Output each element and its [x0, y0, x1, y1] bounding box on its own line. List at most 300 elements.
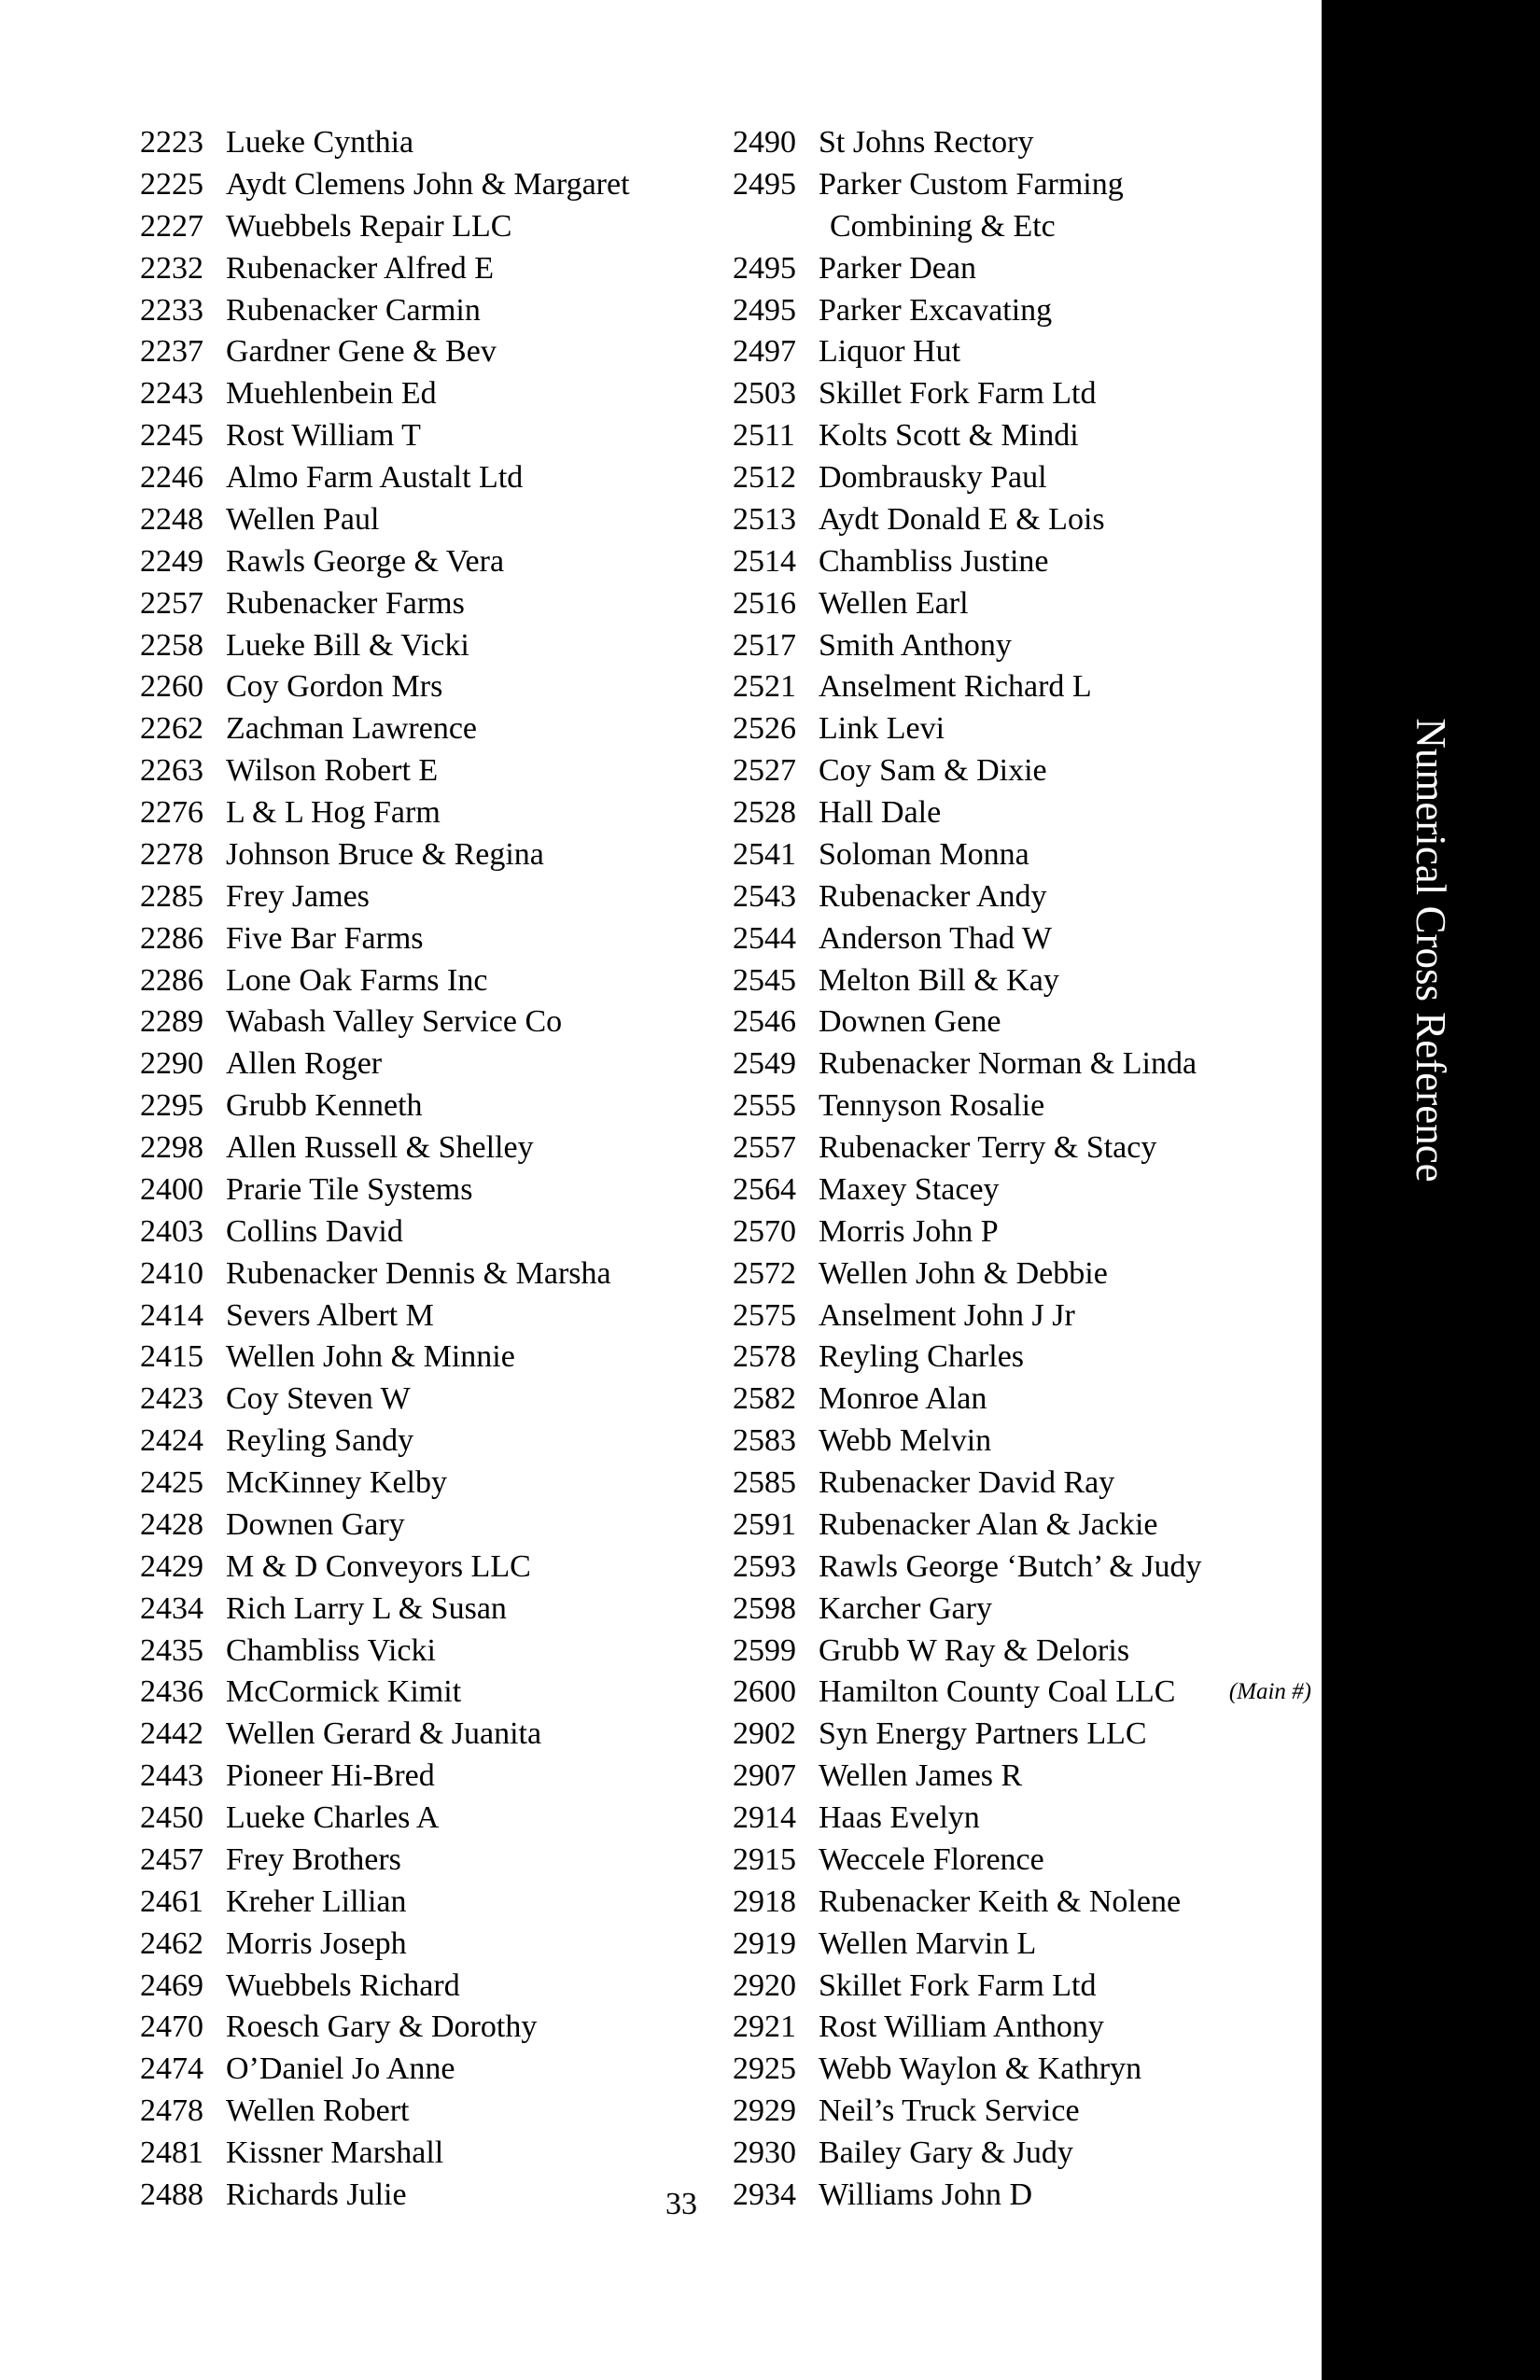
entry-number: 2481: [140, 2135, 203, 2170]
entry-number: 2907: [733, 1758, 796, 1794]
directory-entry: [140, 373, 663, 415]
entry-number: 2521: [733, 669, 796, 705]
directory-entry: [140, 1211, 663, 1253]
entry-name: Zachman Lawrence: [226, 711, 477, 747]
directory-entry: [140, 1714, 663, 1756]
directory-entry: [733, 960, 1311, 1002]
directory-entry: [733, 1756, 1311, 1798]
directory-entry: [140, 1589, 663, 1631]
entry-number: 2490: [733, 125, 796, 160]
entry-name: Rawls George ‘Butch’ & Judy: [819, 1548, 1202, 1584]
entry-number: 2295: [140, 1088, 203, 1124]
directory-entry: [733, 2007, 1311, 2049]
directory-entry: [140, 2049, 663, 2091]
entry-name: Webb Waylon & Kathryn: [819, 2051, 1142, 2087]
entry-number: 2435: [140, 1632, 203, 1668]
entry-name: Kissner Marshall: [226, 2135, 444, 2170]
directory-entry: [140, 248, 663, 290]
entry-name: Severs Albert M: [226, 1297, 434, 1333]
entry-name: Muehlenbein Ed: [226, 376, 437, 412]
directory-entry: [733, 2175, 1311, 2217]
entry-name: Wilson Robert E: [226, 753, 439, 789]
directory-entry: [140, 1505, 663, 1547]
entry-number: 2585: [733, 1465, 796, 1500]
entry-name: Aydt Clemens John & Margaret: [226, 166, 630, 202]
entry-name: Skillet Fork Farm Ltd: [819, 376, 1097, 412]
entry-name: Smith Anthony: [819, 627, 1012, 663]
entry-name: Wellen James R: [819, 1758, 1023, 1794]
directory-entry: [140, 708, 663, 750]
directory-entry: [733, 1337, 1311, 1379]
entry-name: Rubenacker Farms: [226, 585, 465, 621]
entry-number: 2298: [140, 1130, 203, 1165]
entry-name: Wellen John & Debbie: [819, 1255, 1108, 1291]
directory-entry: [733, 834, 1311, 876]
directory-entry: [140, 876, 663, 918]
entry-name: Wellen Robert: [226, 2093, 410, 2129]
entry-number: 2549: [733, 1046, 796, 1082]
directory-entry: [733, 792, 1311, 834]
directory-entry: [733, 1379, 1311, 1421]
entry-number: 2227: [140, 208, 203, 244]
entry-number: 2289: [140, 1004, 203, 1040]
directory-entry: [140, 1463, 663, 1505]
directory-entry: [733, 1505, 1311, 1547]
entry-number: 2915: [733, 1841, 796, 1877]
entry-name: Chambliss Vicki: [226, 1632, 436, 1668]
directory-entry: [733, 1924, 1311, 1966]
directory-entry: [733, 1043, 1311, 1085]
entry-number: 2248: [140, 501, 203, 537]
entry-number: 2578: [733, 1339, 796, 1375]
entry-number: 2514: [733, 543, 796, 579]
entry-number: 2429: [140, 1548, 203, 1584]
entry-number: 2503: [733, 376, 796, 412]
entry-name: Frey James: [226, 878, 370, 914]
directory-entry: [140, 1924, 663, 1966]
directory-entry: [733, 290, 1311, 332]
entry-name: Five Bar Farms: [226, 920, 424, 956]
entry-number: 2443: [140, 1758, 203, 1794]
directory-entry: [140, 834, 663, 876]
directory-entry: [733, 1463, 1311, 1505]
entry-number: 2286: [140, 920, 203, 956]
entry-name: Lueke Cynthia: [226, 125, 414, 160]
entry-number: 2434: [140, 1590, 203, 1626]
entry-number: 2436: [140, 1674, 203, 1710]
directory-entry: [733, 1001, 1311, 1043]
directory-entry: [140, 1295, 663, 1337]
entry-name: Wuebbels Richard: [226, 1967, 460, 2003]
entry-name: Maxey Stacey: [819, 1171, 1000, 1207]
directory-entry: [140, 2007, 663, 2049]
entry-number: 2474: [140, 2051, 203, 2087]
directory-entry: [140, 1631, 663, 1673]
directory-entry: [140, 1169, 663, 1211]
entry-number: 2600: [733, 1674, 796, 1710]
entry-name: Anselment John J Jr: [819, 1297, 1075, 1333]
directory-entry: [733, 1085, 1311, 1127]
entry-name: Rawls George & Vera: [226, 543, 505, 579]
entry-number: 2410: [140, 1255, 203, 1291]
directory-entry: [733, 373, 1311, 415]
entry-number: 2423: [140, 1381, 203, 1417]
entry-number: 2469: [140, 1967, 203, 2003]
entry-name: Link Levi: [819, 711, 945, 747]
directory-entry: [140, 666, 663, 708]
entry-name: Downen Gary: [226, 1506, 405, 1542]
directory-entry: [140, 2133, 663, 2175]
entry-name: Haas Evelyn: [819, 1800, 980, 1835]
entry-name: Weccele Florence: [819, 1841, 1044, 1877]
entry-name: Coy Gordon Mrs: [226, 669, 443, 705]
right-column: [733, 122, 1311, 2217]
entry-number: 2442: [140, 1716, 203, 1752]
directory-entry: [733, 625, 1311, 667]
entry-name: Lueke Charles A: [226, 1800, 440, 1835]
entry-number: 2495: [733, 250, 796, 286]
entry-number: 2428: [140, 1506, 203, 1542]
entry-name: Wellen Marvin L: [819, 1925, 1037, 1961]
directory-entry: [733, 876, 1311, 918]
entry-name: Rubenacker Norman & Linda: [819, 1046, 1197, 1082]
entry-number: 2290: [140, 1046, 203, 1082]
entry-name: O’Daniel Jo Anne: [226, 2051, 455, 2087]
directory-entry: [733, 1211, 1311, 1253]
entry-number: 2575: [733, 1297, 796, 1333]
entry-number: 2424: [140, 1423, 203, 1459]
entry-number: 2526: [733, 711, 796, 747]
entry-number: 2286: [140, 962, 203, 998]
entry-number: 2262: [140, 711, 203, 747]
side-tab-title: Numerical Cross Reference: [1407, 718, 1454, 1183]
entry-name: Grubb W Ray & Deloris: [819, 1632, 1130, 1668]
entry-name: St Johns Rectory: [819, 125, 1034, 160]
entry-number: 2233: [140, 292, 203, 328]
entry-name: Dombrausky Paul: [819, 460, 1047, 495]
entry-number: 2528: [733, 795, 796, 830]
entry-name: Coy Steven W: [226, 1381, 411, 1417]
entry-number: 2457: [140, 1841, 203, 1877]
entry-number: 2470: [140, 2009, 203, 2045]
side-tab: [1322, 0, 1540, 2380]
entry-number: 2257: [140, 585, 203, 621]
entry-name: Coy Sam & Dixie: [819, 753, 1047, 789]
entry-number: 2919: [733, 1925, 796, 1961]
directory-entry: [733, 122, 1311, 164]
entry-number: 2541: [733, 836, 796, 872]
directory-entry: [733, 2133, 1311, 2175]
directory-entry: [733, 1966, 1311, 2008]
directory-entry: [733, 1547, 1311, 1589]
entry-name: Reyling Charles: [819, 1339, 1025, 1375]
directory-entry: [140, 1127, 663, 1169]
directory-entry: [733, 1253, 1311, 1295]
entry-number: 2544: [733, 920, 796, 956]
entry-number: 2555: [733, 1088, 796, 1124]
entry-number: 2461: [140, 1883, 203, 1919]
directory-entry: [140, 792, 663, 834]
directory-entry: [733, 2091, 1311, 2133]
entry-name: McCormick Kimit: [226, 1674, 462, 1710]
directory-entry: [140, 1672, 663, 1714]
directory-entry: [733, 331, 1311, 373]
entry-number: 2237: [140, 334, 203, 370]
entry-number: 2543: [733, 878, 796, 914]
entry-number: 2902: [733, 1716, 796, 1752]
entry-number: 2591: [733, 1506, 796, 1542]
entry-name: Rubenacker Terry & Stacy: [819, 1130, 1157, 1165]
entry-name: Morris Joseph: [226, 1925, 407, 1961]
entry-name: Parker Dean: [819, 250, 976, 286]
directory-entry: [140, 2091, 663, 2133]
entry-number: 2403: [140, 1213, 203, 1249]
entry-name: Wellen Paul: [226, 501, 380, 537]
entry-name: Melton Bill & Kay: [819, 962, 1059, 998]
directory-entry: [140, 2175, 663, 2217]
entry-number: 2276: [140, 795, 203, 830]
entry-name: Syn Energy Partners LLC: [819, 1716, 1147, 1752]
directory-entry: [140, 457, 663, 499]
entry-name: Kolts Scott & Mindi: [819, 418, 1079, 454]
directory-entry: [733, 248, 1311, 290]
entry-number: 2517: [733, 627, 796, 663]
directory-entry: [733, 457, 1311, 499]
directory-entry: [733, 583, 1311, 625]
entry-name: Lueke Bill & Vicki: [226, 627, 469, 663]
directory-entry: [733, 1798, 1311, 1840]
entry-number: 2925: [733, 2051, 796, 2087]
entry-number: 2598: [733, 1590, 796, 1626]
entry-name: Roesch Gary & Dorothy: [226, 2009, 538, 2045]
entry-name: Grubb Kenneth: [226, 1088, 423, 1124]
directory-entry: [140, 625, 663, 667]
entry-number: 2285: [140, 878, 203, 914]
entry-number: 2516: [733, 585, 796, 621]
entry-name: Morris John P: [819, 1213, 999, 1249]
entry-name: Frey Brothers: [226, 1841, 401, 1877]
entry-name: Tennyson Rosalie: [819, 1088, 1045, 1124]
directory-entry: [733, 1882, 1311, 1924]
entry-name: Almo Farm Austalt Ltd: [226, 460, 524, 495]
entry-number: 2918: [733, 1883, 796, 1919]
entry-name: Rich Larry L & Susan: [226, 1590, 507, 1626]
entry-name: Prarie Tile Systems: [226, 1171, 473, 1207]
entry-note: (Main #): [1228, 1679, 1311, 1705]
directory-entry: [140, 1547, 663, 1589]
entry-name: Rubenacker Keith & Nolene: [819, 1883, 1182, 1919]
entry-number: 2527: [733, 753, 796, 789]
entry-number: 2495: [733, 166, 796, 202]
directory-entry: [140, 541, 663, 583]
directory-entry: [140, 1253, 663, 1295]
directory-entry: [733, 1421, 1311, 1463]
entry-number: 2425: [140, 1465, 203, 1500]
entry-name: Wellen Gerard & Juanita: [226, 1716, 542, 1752]
entry-name: Aydt Donald E & Lois: [819, 501, 1105, 537]
entry-number: 2593: [733, 1548, 796, 1584]
directory-entry: [733, 1672, 1311, 1714]
entry-name: Parker Custom Farming: [819, 166, 1124, 202]
entry-name: McKinney Kelby: [226, 1465, 448, 1500]
entry-name: Reyling Sandy: [226, 1423, 414, 1459]
entry-name: Rost William Anthony: [819, 2009, 1104, 2045]
entry-number: 2415: [140, 1339, 203, 1375]
directory-entry: [140, 415, 663, 457]
entry-name: Monroe Alan: [819, 1381, 987, 1417]
directory-entry: [140, 583, 663, 625]
entry-number: 2921: [733, 2009, 796, 2045]
entry-number: 2557: [733, 1130, 796, 1165]
directory-entry: [733, 1631, 1311, 1673]
entry-name: Kreher Lillian: [226, 1883, 407, 1919]
entry-number: 2232: [140, 250, 203, 286]
entry-number: 2478: [140, 2093, 203, 2129]
entry-number: 2582: [733, 1381, 796, 1417]
directory-entry: [140, 122, 663, 164]
directory-entry: [733, 1840, 1311, 1882]
entry-number: 2462: [140, 1925, 203, 1961]
entry-number: 2414: [140, 1297, 203, 1333]
directory-entry: [140, 1421, 663, 1463]
entry-name: Bailey Gary & Judy: [819, 2135, 1073, 2170]
directory-entry: [733, 1169, 1311, 1211]
entry-name: Allen Roger: [226, 1046, 383, 1082]
directory-entry: [140, 1882, 663, 1924]
entry-name: Chambliss Justine: [819, 543, 1049, 579]
entry-number: 2495: [733, 292, 796, 328]
entry-number: 2564: [733, 1171, 796, 1207]
entry-name: Rubenacker Alan & Jackie: [819, 1506, 1158, 1542]
directory-entry: [140, 206, 663, 248]
entry-name: Rubenacker Carmin: [226, 292, 481, 328]
entry-number: 2929: [733, 2093, 796, 2129]
page-number: 33: [665, 2187, 697, 2221]
directory-entry: [733, 1295, 1311, 1337]
entry-name: Webb Melvin: [819, 1423, 992, 1459]
entry-name: Wellen John & Minnie: [226, 1339, 515, 1375]
entry-name: Hamilton County Coal LLC: [819, 1674, 1176, 1710]
directory-entry: [140, 1798, 663, 1840]
entry-number: 2512: [733, 460, 796, 495]
entry-name: Rubenacker Andy: [819, 878, 1047, 914]
directory-entry: [733, 541, 1311, 583]
entry-name: Rost William T: [226, 418, 421, 454]
entry-number: 2223: [140, 125, 203, 160]
entry-number: 2225: [140, 166, 203, 202]
entry-name: Skillet Fork Farm Ltd: [819, 1967, 1097, 2003]
entry-name: Combining & Etc: [830, 208, 1056, 244]
entry-number: 2260: [140, 669, 203, 705]
entry-number: 2263: [140, 753, 203, 789]
entry-number: 2570: [733, 1213, 796, 1249]
entry-number: 2278: [140, 836, 203, 872]
entry-name: Rubenacker David Ray: [819, 1465, 1115, 1500]
entry-name: Anselment Richard L: [819, 669, 1092, 705]
entry-name: Richards Julie: [226, 2177, 407, 2212]
directory-entry: [733, 1714, 1311, 1756]
entry-name: Wabash Valley Service Co: [226, 1004, 563, 1040]
entry-name: L & L Hog Farm: [226, 795, 441, 830]
directory-entry: [140, 290, 663, 332]
entry-name: Parker Excavating: [819, 292, 1053, 328]
entry-name: Gardner Gene & Bev: [226, 334, 497, 370]
entry-name: Anderson Thad W: [819, 920, 1052, 956]
entry-number: 2930: [733, 2135, 796, 2170]
directory-entry: [140, 331, 663, 373]
entry-name: Rubenacker Alfred E: [226, 250, 494, 286]
entry-number: 2545: [733, 962, 796, 998]
directory-entry: [140, 1085, 663, 1127]
entry-name: Downen Gene: [819, 1004, 1001, 1040]
entry-number: 2488: [140, 2177, 203, 2212]
entry-number: 2599: [733, 1632, 796, 1668]
directory-entry: [140, 1001, 663, 1043]
directory-entry: [733, 1127, 1311, 1169]
directory-entry: [140, 750, 663, 792]
entry-number: [733, 206, 819, 248]
entry-name: Wuebbels Repair LLC: [226, 208, 512, 244]
entry-number: 2450: [140, 1800, 203, 1835]
directory-entry: [140, 164, 663, 206]
entry-name: Karcher Gary: [819, 1590, 992, 1626]
entry-name: Neil’s Truck Service: [819, 2093, 1080, 2129]
directory-entry: [733, 1589, 1311, 1631]
directory-entry: [733, 206, 1311, 248]
directory-entry: [733, 415, 1311, 457]
directory-entry: [733, 2049, 1311, 2091]
entry-number: 2245: [140, 418, 203, 454]
entry-number: 2249: [140, 543, 203, 579]
entry-number: 2497: [733, 334, 796, 370]
directory-entry: [733, 918, 1311, 960]
entry-name: Liquor Hut: [819, 334, 961, 370]
entry-number: 2243: [140, 376, 203, 412]
entry-name: Rubenacker Dennis & Marsha: [226, 1255, 611, 1291]
entry-number: 2513: [733, 501, 796, 537]
entry-name: M & D Conveyors LLC: [226, 1548, 531, 1584]
directory-entry: [140, 1379, 663, 1421]
entry-number: 2511: [733, 418, 795, 454]
directory-entry: [140, 499, 663, 541]
directory-entry: [140, 1966, 663, 2008]
entry-number: 2258: [140, 627, 203, 663]
directory-entry: [733, 750, 1311, 792]
entry-name: Wellen Earl: [819, 585, 969, 621]
directory-entry: [140, 1840, 663, 1882]
entry-number: 2934: [733, 2177, 796, 2212]
entry-name: Pioneer Hi-Bred: [226, 1758, 435, 1794]
left-column: [140, 122, 663, 2217]
entry-number: 2572: [733, 1255, 796, 1291]
entry-name: Lone Oak Farms Inc: [226, 962, 488, 998]
directory-entry: [733, 164, 1311, 206]
entry-number: 2546: [733, 1004, 796, 1040]
entry-number: 2400: [140, 1171, 203, 1207]
entry-name: Hall Dale: [819, 795, 942, 830]
directory-entry: [140, 918, 663, 960]
entry-number: 2914: [733, 1800, 796, 1835]
entry-name: Allen Russell & Shelley: [226, 1130, 534, 1165]
directory-entry: [733, 499, 1311, 541]
directory-entry: [733, 666, 1311, 708]
entry-number: 2583: [733, 1423, 796, 1459]
entry-name: Collins David: [226, 1213, 403, 1249]
entry-name: Soloman Monna: [819, 836, 1029, 872]
entry-name: Williams John D: [819, 2177, 1033, 2212]
entry-name: Johnson Bruce & Regina: [226, 836, 544, 872]
directory-entry: [140, 1043, 663, 1085]
